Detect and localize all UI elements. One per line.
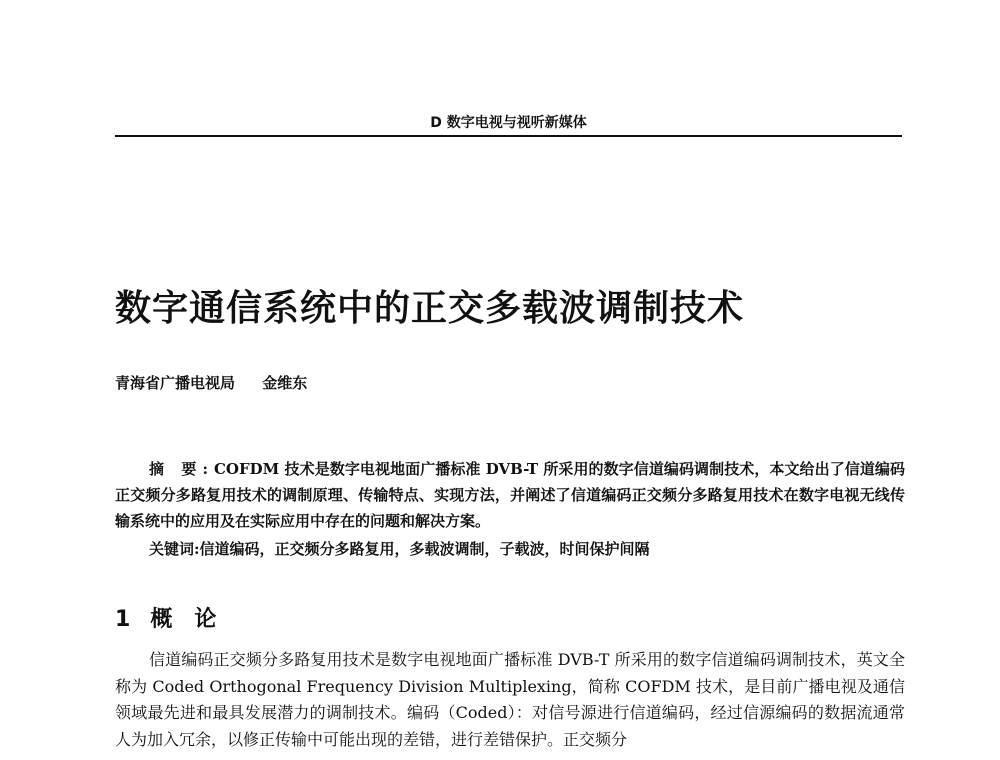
abstract-label: 摘 要: — [149, 460, 214, 478]
keywords — [149, 538, 905, 559]
article-title: 数字通信系统中的正交多载波调制技术 — [115, 288, 745, 329]
header-rule — [115, 135, 902, 137]
section-number: 1 — [115, 607, 131, 632]
section-paragraph: 信道编码正交频分多路复用技术是数字电视地面广播标准 DVB-T 所采用的数字信道编码调制技术，英文全称为 Coded Orthogonal Frequency Division Multiplexing，简称 COFDM 技术，是目前广播电视及通信领域最先进和最具发展潜力的调制技术。编码（Coded）：对信号源进行信道编码，经过信源编码的数据流通常人为加入冗余，以修正传输中可能出现的差错，进行差错保护。正交频分 — [115, 650, 905, 749]
author-line — [115, 372, 307, 393]
keywords-label: 关键词: — [149, 540, 200, 558]
section-heading — [115, 602, 238, 633]
abstract — [115, 456, 905, 534]
author-organization: 青海省广播电视局 — [115, 374, 236, 392]
abstract-text: COFDM 技术是数字电视地面广播标准 DVB-T 所采用的数字信道编码调制技术，本文给出了信道编码正交频分多路复用技术的调制原理、传输特点、实现方法，并阐述了信道编码正交频分多路复用技术在数字电视无线传输系统中的应用及在实际应用中存在的问题和解决方案。 — [115, 460, 905, 530]
section-title: 概论 — [150, 607, 239, 632]
author-name: 金维东 — [262, 374, 308, 392]
keywords-text: 信道编码，正交频分多路复用，多载波调制，子载波，时间保护间隔 — [199, 540, 650, 558]
running-header: D 数字电视与视听新媒体 — [430, 115, 587, 131]
